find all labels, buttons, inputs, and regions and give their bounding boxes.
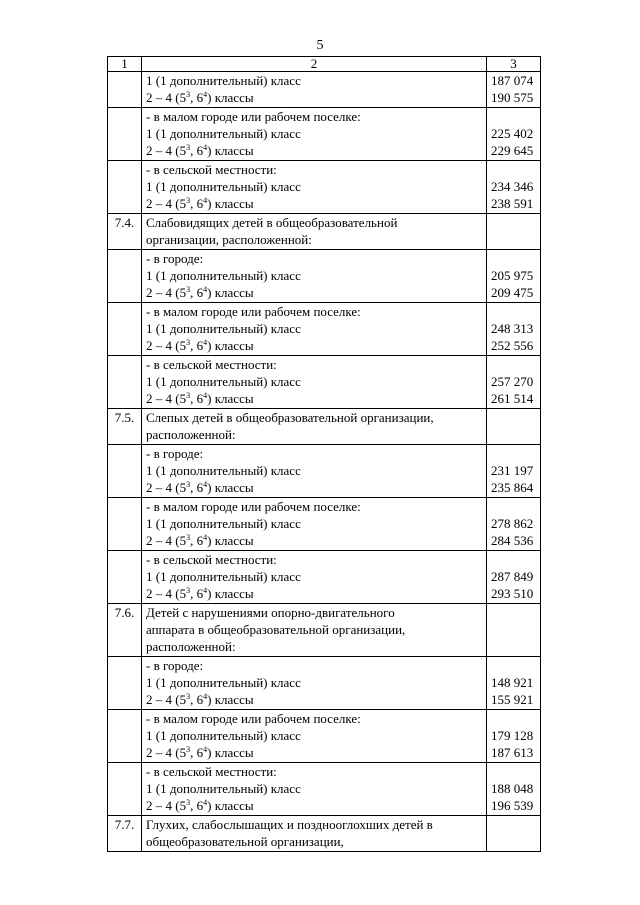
cost-value: 287 849 — [491, 569, 534, 584]
item-description — [142, 214, 487, 250]
item-description — [142, 303, 487, 356]
description-line: 1 (1 дополнительный) класс — [146, 463, 301, 478]
superscript-mark: 4 — [203, 586, 208, 595]
cost-value — [491, 214, 518, 231]
table-row — [108, 303, 541, 356]
table-row — [108, 161, 541, 214]
item-description — [142, 356, 487, 409]
header-col-1: 1 — [108, 57, 142, 72]
description-line: - в городе: — [146, 251, 204, 266]
cost-value — [491, 250, 518, 267]
cost-value — [491, 833, 518, 850]
description-line: - в малом городе или рабочем поселке: — [146, 499, 361, 514]
superscript-mark: 3 — [186, 692, 191, 701]
description-line: 1 (1 дополнительный) класс — [146, 321, 301, 336]
cost-value — [491, 657, 518, 674]
cost-value: 231 197 — [491, 463, 534, 478]
table-row — [108, 356, 541, 409]
description-line: 2 – 4 ($5^3$, $6^4$) классы — [146, 196, 254, 211]
superscript-mark: 4 — [203, 285, 208, 294]
cost-value: 248 313 — [491, 321, 534, 336]
item-description — [142, 657, 487, 710]
superscript-mark: 3 — [186, 480, 191, 489]
table-row — [108, 498, 541, 551]
cost-value: 278 862 — [491, 516, 534, 531]
cost-value: 234 346 — [491, 179, 534, 194]
superscript-mark: 3 — [186, 196, 191, 205]
cost-value — [491, 763, 518, 780]
description-line: - в городе: — [146, 658, 204, 673]
description-line: Глухих, слабослышащих и позднооглохших детей в — [146, 817, 433, 832]
description-line: 1 (1 дополнительный) класс — [146, 569, 301, 584]
description-line: - в малом городе или рабочем поселке: — [146, 109, 361, 124]
description-line: 2 – 4 ($5^3$, $6^4$) классы — [146, 533, 254, 548]
item-description — [142, 445, 487, 498]
table-row — [108, 72, 541, 108]
superscript-mark: 3 — [186, 586, 191, 595]
item-description — [142, 710, 487, 763]
cost-value: 238 591 — [491, 196, 534, 211]
description-line: аппарата в общеобразовательной организации, — [146, 622, 406, 637]
description-line: расположенной: — [146, 639, 236, 654]
cost-value: 196 539 — [491, 798, 534, 813]
superscript-mark: 3 — [186, 798, 191, 807]
table-row — [108, 710, 541, 763]
cost-value: 187 074 — [491, 73, 534, 88]
item-values — [487, 409, 541, 445]
superscript-mark: 3 — [186, 391, 191, 400]
item-description — [142, 161, 487, 214]
item-number: 7.6. — [108, 604, 142, 657]
item-values — [487, 72, 541, 108]
description-line: организации, расположенной: — [146, 232, 312, 247]
superscript-mark: 4 — [203, 798, 208, 807]
description-line: 1 (1 дополнительный) класс — [146, 516, 301, 531]
item-values — [487, 551, 541, 604]
table-row — [108, 250, 541, 303]
item-description — [142, 72, 487, 108]
superscript-mark: 4 — [203, 533, 208, 542]
superscript-mark: 3 — [186, 338, 191, 347]
superscript-mark: 3 — [186, 745, 191, 754]
description-line: расположенной: — [146, 427, 236, 442]
table-row — [108, 409, 541, 445]
item-number — [108, 657, 142, 710]
item-number — [108, 161, 142, 214]
description-line: - в сельской местности: — [146, 357, 277, 372]
table-row — [108, 108, 541, 161]
cost-value: 155 921 — [491, 692, 534, 707]
item-values — [487, 161, 541, 214]
cost-value — [491, 445, 518, 462]
superscript-mark: 4 — [203, 480, 208, 489]
superscript-mark: 3 — [186, 143, 191, 152]
cost-value — [491, 816, 518, 833]
item-number — [108, 763, 142, 816]
superscript-mark: 3 — [186, 533, 191, 542]
superscript-mark: 3 — [186, 90, 191, 99]
table-row — [108, 604, 541, 657]
description-line: 1 (1 дополнительный) класс — [146, 268, 301, 283]
description-line: 1 (1 дополнительный) класс — [146, 781, 301, 796]
description-line: 1 (1 дополнительный) класс — [146, 179, 301, 194]
item-number — [108, 710, 142, 763]
cost-value — [491, 426, 518, 443]
table-body — [108, 57, 541, 852]
description-line: 2 – 4 ($5^3$, $6^4$) классы — [146, 90, 254, 105]
description-line: 1 (1 дополнительный) класс — [146, 675, 301, 690]
item-description — [142, 409, 487, 445]
table-row — [108, 551, 541, 604]
description-line: 1 (1 дополнительный) класс — [146, 73, 301, 88]
item-description — [142, 816, 487, 852]
cost-value: 257 270 — [491, 374, 534, 389]
description-line: Слепых детей в общеобразовательной организации, — [146, 410, 434, 425]
cost-value: 225 402 — [491, 126, 534, 141]
item-values — [487, 445, 541, 498]
table-row — [108, 445, 541, 498]
description-line: Детей с нарушениями опорно-двигательного — [146, 605, 395, 620]
item-values — [487, 710, 541, 763]
superscript-mark: 4 — [203, 692, 208, 701]
cost-value — [491, 621, 518, 638]
description-line: 2 – 4 ($5^3$, $6^4$) классы — [146, 586, 254, 601]
cost-value: 179 128 — [491, 728, 534, 743]
cost-value — [491, 161, 518, 178]
item-values — [487, 498, 541, 551]
cost-value: 190 575 — [491, 90, 534, 105]
superscript-mark: 4 — [203, 90, 208, 99]
description-line: 1 (1 дополнительный) класс — [146, 126, 301, 141]
description-line: - в сельской местности: — [146, 162, 277, 177]
cost-value: 284 536 — [491, 533, 534, 548]
cost-value: 252 556 — [491, 338, 534, 353]
table-row — [108, 816, 541, 852]
item-number — [108, 250, 142, 303]
item-number — [108, 498, 142, 551]
description-line: - в малом городе или рабочем поселке: — [146, 711, 361, 726]
item-values — [487, 250, 541, 303]
cost-value — [491, 710, 518, 727]
superscript-mark: 4 — [203, 391, 208, 400]
description-line: - в городе: — [146, 446, 204, 461]
cost-value: 148 921 — [491, 675, 534, 690]
item-number — [108, 356, 142, 409]
superscript-mark: 4 — [203, 745, 208, 754]
description-line: 1 (1 дополнительный) класс — [146, 374, 301, 389]
cost-value: 187 613 — [491, 745, 534, 760]
cost-value: 229 645 — [491, 143, 534, 158]
cost-value — [491, 551, 518, 568]
item-number — [108, 72, 142, 108]
header-col-2: 2 — [142, 57, 487, 72]
table-row — [108, 657, 541, 710]
description-line: 2 – 4 ($5^3$, $6^4$) классы — [146, 143, 254, 158]
cost-value — [491, 231, 518, 248]
item-number: 7.5. — [108, 409, 142, 445]
description-line: Слабовидящих детей в общеобразовательной — [146, 215, 398, 230]
item-description — [142, 551, 487, 604]
superscript-mark: 4 — [203, 143, 208, 152]
item-description — [142, 250, 487, 303]
cost-value — [491, 604, 518, 621]
item-number — [108, 551, 142, 604]
item-values — [487, 303, 541, 356]
cost-value — [491, 356, 518, 373]
description-line: общеобразовательной организации, — [146, 834, 344, 849]
superscript-mark: 4 — [203, 196, 208, 205]
description-line: 2 – 4 ($5^3$, $6^4$) классы — [146, 692, 254, 707]
item-values — [487, 214, 541, 250]
cost-value — [491, 409, 518, 426]
cost-value — [491, 638, 518, 655]
cost-table — [107, 56, 541, 852]
description-line: - в сельской местности: — [146, 764, 277, 779]
table-row — [108, 763, 541, 816]
description-line: - в сельской местности: — [146, 552, 277, 567]
item-values — [487, 763, 541, 816]
item-values — [487, 604, 541, 657]
item-description — [142, 604, 487, 657]
item-number — [108, 303, 142, 356]
description-line: 2 – 4 ($5^3$, $6^4$) классы — [146, 480, 254, 495]
item-description — [142, 498, 487, 551]
superscript-mark: 3 — [186, 285, 191, 294]
header-col-3: 3 — [487, 57, 541, 72]
superscript-mark: 4 — [203, 338, 208, 347]
description-line: 2 – 4 ($5^3$, $6^4$) классы — [146, 745, 254, 760]
description-line: 2 – 4 ($5^3$, $6^4$) классы — [146, 338, 254, 353]
cost-value: 293 510 — [491, 586, 534, 601]
cost-value: 235 864 — [491, 480, 534, 495]
table-row — [108, 214, 541, 250]
cost-value — [491, 108, 518, 125]
item-description — [142, 763, 487, 816]
item-number: 7.7. — [108, 816, 142, 852]
item-number — [108, 445, 142, 498]
cost-value: 188 048 — [491, 781, 534, 796]
item-values — [487, 356, 541, 409]
cost-value — [491, 303, 518, 320]
description-line: 2 – 4 ($5^3$, $6^4$) классы — [146, 391, 254, 406]
description-line: 1 (1 дополнительный) класс — [146, 728, 301, 743]
cost-value: 209 475 — [491, 285, 534, 300]
page-number: 5 — [316, 38, 324, 53]
item-description — [142, 108, 487, 161]
cost-value — [491, 498, 518, 515]
item-number — [108, 108, 142, 161]
description-line: 2 – 4 ($5^3$, $6^4$) классы — [146, 285, 254, 300]
item-values — [487, 108, 541, 161]
cost-value: 261 514 — [491, 391, 534, 406]
item-number: 7.4. — [108, 214, 142, 250]
description-line: 2 – 4 ($5^3$, $6^4$) классы — [146, 798, 254, 813]
item-values — [487, 816, 541, 852]
description-line: - в малом городе или рабочем поселке: — [146, 304, 361, 319]
header-row — [108, 57, 541, 72]
item-values — [487, 657, 541, 710]
cost-value: 205 975 — [491, 268, 534, 283]
